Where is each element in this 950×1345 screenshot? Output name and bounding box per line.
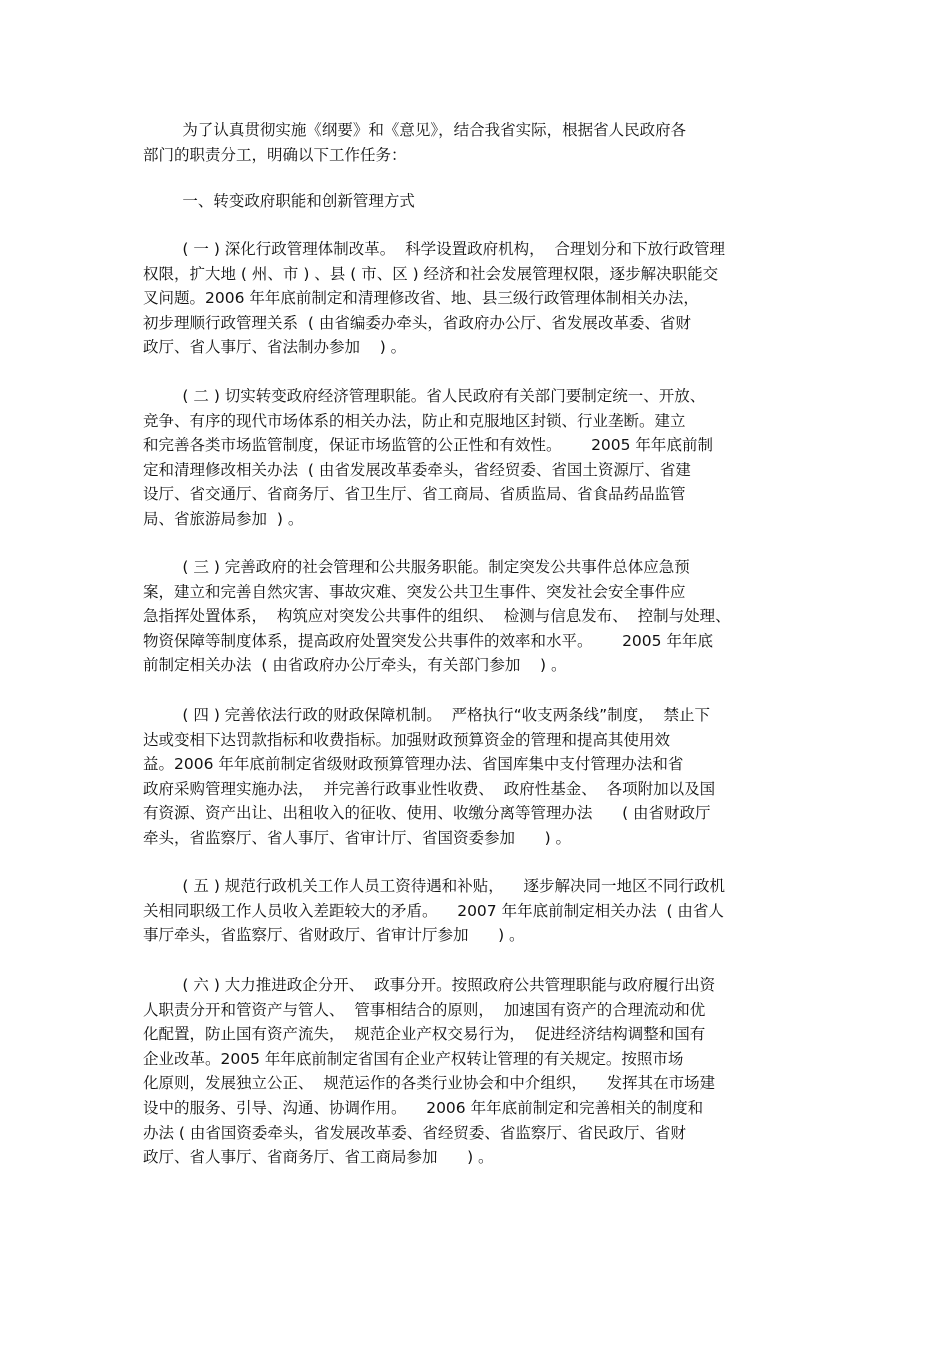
text-line: 定和清理修改相关办法 ( 由省发展改革委牵头，省经贸委、省国土资源厅、省建 [143,460,691,479]
text-line: 为了认真贯彻实施《纲要》和《意见》，结合我省实际，根据省人民政府各 [143,121,687,139]
paragraph-item-6 [143,973,823,1170]
text-line: 政厅、省人事厅、省商务厅、省工商局参加 ) 。 [143,1148,494,1167]
text-line: 部门的职责分工，明确以下工作任务： [143,145,407,164]
text-line: 政厅、省人事厅、省法制办参加 ) 。 [143,338,407,357]
text-line: 和完善各类市场监管制度，保证市场监管的公正性和有效性。 2005 年年底前制 [143,436,713,455]
text-line: 局、省旅游局参加 ) 。 [143,509,304,528]
text-line: 权限，扩大地 ( 州、市 ) 、县 ( 市、区 ) 经济和社会发展管理权限，逐步解决职能交 [143,264,719,283]
text-line: 设中的服务、引导、沟通、协调作用。 2006 年年底前制定和完善相关的制度和 [143,1098,704,1117]
text-line: ( 三 ) 完善政府的社会管理和公共服务职能。制定突发公共事件总体应急预 [143,558,690,576]
text-line: 案，建立和完善自然灾害、事故灾难、突发公共卫生事件、突发社会安全事件应 [143,582,686,601]
text-line: 企业改革。2005 年年底前制定省国有企业产权转让管理的有关规定。按照市场 [143,1049,684,1068]
text-line: 政府采购管理实施办法， 并完善行政事业性收费、 政府性基金、 各项附加以及国 [143,779,716,798]
text-line: ( 六 ) 大力推进政企分开、 政事分开。按照政府公共管理职能与政府履行出资 [143,976,716,994]
text-line: 前制定相关办法 ( 由省政府办公厅牵头，有关部门参加 ) 。 [143,656,567,675]
text-line: 竞争、有序的现代市场体系的相关办法，防止和克服地区封锁、行业垄断。建立 [143,411,686,430]
text-line: ( 四 ) 完善依法行政的财政保障机制。 严格执行“收支两条线”制度， 禁止下 [143,706,711,724]
paragraph-item-2 [143,384,823,532]
paragraph-intro [143,118,823,167]
text-line: ( 五 ) 规范行政机关工作人员工资待遇和补贴， 逐步解决同一地区不同行政机 [143,877,726,895]
text-line: 叉问题。2006 年年底前制定和清理修改省、地、县三级行政管理体制相关办法， [143,289,699,308]
text-line: 物资保障等制度体系，提高政府处置突发公共事件的效率和水平。 2005 年年底 [143,631,713,650]
paragraph-item-5 [143,874,823,948]
text-line: 化原则，发展独立公正、 规范运作的各类行业协会和中介组织， 发挥其在市场建 [143,1074,716,1093]
paragraph-item-3 [143,555,823,678]
text-line: 设厅、省交通厅、省商务厅、省卫生厅、省工商局、省质监局、省食品药品监管 [143,485,686,504]
text-line: 初步理顺行政管理关系 ( 由省编委办牵头，省政府办公厅、省发展改革委、省财 [143,313,691,332]
text-line: 办法 ( 由省国资委牵头，省发展改革委、省经贸委、省监察厅、省民政厅、省财 [143,1123,686,1142]
paragraph-item-1 [143,237,823,360]
text-line: 达或变相下达罚款指标和收费指标。加强财政预算资金的管理和提高其使用效 [143,730,671,749]
text-line: 急指挥处置体系， 构筑应对突发公共事件的组织、 检测与信息发布、 控制与处理、 [143,607,731,626]
paragraph-item-4 [143,703,823,851]
text-line: 关相同职级工作人员收入差距较大的矛盾。 2007 年年底前制定相关办法 ( 由省人 [143,901,724,920]
text-line: ( 一 ) 深化行政管理体制改革。 科学设置政府机构， 合理划分和下放行政管理 [143,240,726,258]
text-line: 有资源、资产出让、出租收入的征收、使用、收缴分离等管理办法 ( 由省财政厅 [143,804,711,823]
text-line: 化配置，防止国有资产流失， 规范企业产权交易行为， 促进经济结构调整和国有 [143,1025,706,1044]
text-line: ( 二 ) 切实转变政府经济管理职能。省人民政府有关部门要制定统一、开放、 [143,387,706,405]
text-line: 牵头，省监察厅、省人事厅、省审计厅、省国资委参加 ) 。 [143,828,572,847]
section-heading [143,189,823,214]
text-line: 一、转变政府职能和创新管理方式 [143,192,415,210]
text-line: 人职责分开和管资产与管人、 管事相结合的原则， 加速国有资产的合理流动和优 [143,1000,706,1019]
text-line: 益。2006 年年底前制定省级财政预算管理办法、省国库集中支付管理办法和省 [143,755,684,774]
text-line: 事厅牵头，省监察厅、省财政厅、省审计厅参加 ) 。 [143,926,525,945]
